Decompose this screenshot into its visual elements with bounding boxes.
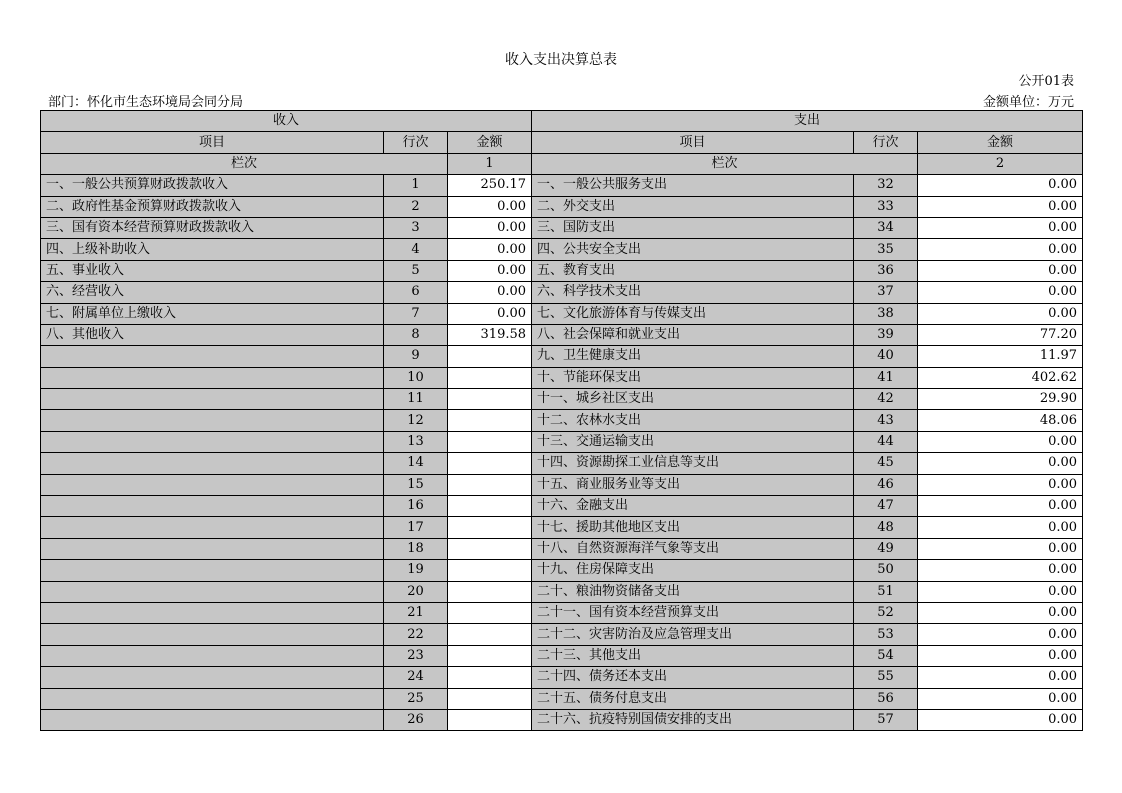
expense-rowno-cell: 33 (854, 196, 918, 217)
income-item-cell: 一、一般公共预算财政拨款收入 (41, 175, 384, 196)
income-amount-cell (448, 389, 532, 410)
income-rowno-cell: 8 (384, 324, 448, 345)
income-item-cell (41, 688, 384, 709)
table-row (41, 667, 1083, 688)
expense-amount-cell: 0.00 (918, 217, 1083, 238)
expense-amount-cell: 0.00 (918, 602, 1083, 623)
form-number: 公开01表 (1018, 74, 1074, 89)
expense-rowno-cell: 39 (854, 324, 918, 345)
income-item-cell (41, 624, 384, 645)
expense-item-cell: 四、公共安全支出 (532, 239, 854, 260)
income-item-cell: 八、其他收入 (41, 324, 384, 345)
expense-amount-cell: 0.00 (918, 581, 1083, 602)
expense-rowno-cell: 56 (854, 688, 918, 709)
expense-amount-cell: 0.00 (918, 282, 1083, 303)
expense-amount-cell: 0.00 (918, 645, 1083, 666)
expense-item-cell: 六、科学技术支出 (532, 282, 854, 303)
expense-amount-cell: 0.00 (918, 303, 1083, 324)
income-amount-cell: 0.00 (448, 239, 532, 260)
table-row (41, 324, 1083, 345)
income-rowno-cell: 21 (384, 602, 448, 623)
table-body (41, 175, 1083, 731)
income-amount-cell (448, 645, 532, 666)
income-item-header: 项目 (41, 132, 384, 153)
expense-item-cell: 五、教育支出 (532, 260, 854, 281)
expense-amount-cell: 0.00 (918, 496, 1083, 517)
expense-item-cell: 十三、交通运输支出 (532, 431, 854, 452)
income-rowno-cell: 10 (384, 367, 448, 388)
income-rowno-cell: 22 (384, 624, 448, 645)
expense-rowno-cell: 35 (854, 239, 918, 260)
income-amount-cell: 0.00 (448, 282, 532, 303)
expense-item-cell: 十七、援助其他地区支出 (532, 517, 854, 538)
income-item-cell (41, 538, 384, 559)
income-item-cell (41, 560, 384, 581)
table-row (41, 217, 1083, 238)
expense-amount-cell: 0.00 (918, 453, 1083, 474)
income-amount-cell: 0.00 (448, 217, 532, 238)
expense-section-header: 支出 (532, 111, 1083, 132)
expense-amount-header: 金额 (918, 132, 1083, 153)
expense-rowno-cell: 43 (854, 410, 918, 431)
income-rowno-cell: 13 (384, 431, 448, 452)
income-item-cell (41, 645, 384, 666)
income-amount-cell (448, 431, 532, 452)
table-row (41, 688, 1083, 709)
income-rowno-cell: 6 (384, 282, 448, 303)
expense-item-cell: 十二、农林水支出 (532, 410, 854, 431)
income-item-cell (41, 581, 384, 602)
expense-rowno-cell: 49 (854, 538, 918, 559)
income-rowno-cell: 7 (384, 303, 448, 324)
expense-rowno-cell: 37 (854, 282, 918, 303)
income-item-cell (41, 453, 384, 474)
table-row (41, 581, 1083, 602)
income-section-header: 收入 (41, 111, 532, 132)
expense-item-cell: 三、国防支出 (532, 217, 854, 238)
income-rowno-cell: 14 (384, 453, 448, 474)
header-row-columns (41, 132, 1083, 153)
income-item-cell (41, 667, 384, 688)
table-row (41, 709, 1083, 730)
page-title: 收入支出决算总表 (505, 52, 617, 68)
expense-rowno-cell: 42 (854, 389, 918, 410)
expense-item-cell: 二十五、债务付息支出 (532, 688, 854, 709)
income-amount-cell (448, 624, 532, 645)
table-row (41, 602, 1083, 623)
income-item-cell: 四、上级补助收入 (41, 239, 384, 260)
expense-rowno-header: 行次 (854, 132, 918, 153)
expense-rowno-cell: 32 (854, 175, 918, 196)
income-rowno-cell: 16 (384, 496, 448, 517)
table-row (41, 260, 1083, 281)
income-amount-cell (448, 346, 532, 367)
expense-rowno-cell: 45 (854, 453, 918, 474)
header-row-col-index (41, 153, 1083, 174)
expense-rowno-cell: 50 (854, 560, 918, 581)
table-row (41, 645, 1083, 666)
income-rowno-cell: 2 (384, 196, 448, 217)
expense-amount-cell: 0.00 (918, 474, 1083, 495)
expense-item-cell: 二十六、抗疫特别国债安排的支出 (532, 709, 854, 730)
income-rowno-cell: 25 (384, 688, 448, 709)
expense-amount-cell: 29.90 (918, 389, 1083, 410)
expense-item-cell: 十九、住房保障支出 (532, 560, 854, 581)
expense-item-cell: 十、节能环保支出 (532, 367, 854, 388)
income-item-cell (41, 389, 384, 410)
income-item-cell (41, 602, 384, 623)
expense-amount-cell: 0.00 (918, 517, 1083, 538)
income-rowno-cell: 26 (384, 709, 448, 730)
income-item-cell: 七、附属单位上缴收入 (41, 303, 384, 324)
expense-amount-cell: 0.00 (918, 239, 1083, 260)
expense-amount-cell: 77.20 (918, 324, 1083, 345)
income-amount-cell (448, 474, 532, 495)
expense-col-label: 栏次 (532, 153, 918, 174)
expense-rowno-cell: 40 (854, 346, 918, 367)
income-rowno-cell: 24 (384, 667, 448, 688)
table-row (41, 517, 1083, 538)
income-rowno-cell: 4 (384, 239, 448, 260)
income-item-cell (41, 496, 384, 517)
expense-item-cell: 九、卫生健康支出 (532, 346, 854, 367)
expense-rowno-cell: 51 (854, 581, 918, 602)
table-row (41, 367, 1083, 388)
expense-item-cell: 二十、粮油物资储备支出 (532, 581, 854, 602)
income-amount-cell (448, 496, 532, 517)
income-amount-cell: 0.00 (448, 303, 532, 324)
income-amount-cell (448, 560, 532, 581)
expense-item-cell: 一、一般公共服务支出 (532, 175, 854, 196)
income-amount-cell (448, 538, 532, 559)
expense-rowno-cell: 48 (854, 517, 918, 538)
expense-amount-cell: 0.00 (918, 175, 1083, 196)
table-row (41, 538, 1083, 559)
income-item-cell: 三、国有资本经营预算财政拨款收入 (41, 217, 384, 238)
income-rowno-cell: 12 (384, 410, 448, 431)
income-item-cell (41, 346, 384, 367)
income-rowno-cell: 20 (384, 581, 448, 602)
income-item-cell (41, 474, 384, 495)
expense-amount-cell: 48.06 (918, 410, 1083, 431)
income-item-cell: 二、政府性基金预算财政拨款收入 (41, 196, 384, 217)
expense-amount-cell: 0.00 (918, 624, 1083, 645)
table-row (41, 431, 1083, 452)
table-row (41, 496, 1083, 517)
expense-amount-cell: 0.00 (918, 260, 1083, 281)
income-rowno-cell: 17 (384, 517, 448, 538)
expense-item-cell: 二、外交支出 (532, 196, 854, 217)
expense-item-cell: 十五、商业服务业等支出 (532, 474, 854, 495)
table-row (41, 282, 1083, 303)
expense-amount-cell: 0.00 (918, 667, 1083, 688)
summary-table (40, 110, 1083, 731)
income-rowno-cell: 18 (384, 538, 448, 559)
expense-item-cell: 二十三、其他支出 (532, 645, 854, 666)
income-amount-cell (448, 602, 532, 623)
table-row (41, 560, 1083, 581)
expense-rowno-cell: 34 (854, 217, 918, 238)
income-rowno-cell: 23 (384, 645, 448, 666)
expense-rowno-cell: 57 (854, 709, 918, 730)
income-amount-cell: 0.00 (448, 196, 532, 217)
expense-amount-cell: 402.62 (918, 367, 1083, 388)
table-row (41, 389, 1083, 410)
income-item-cell (41, 709, 384, 730)
expense-amount-cell: 11.97 (918, 346, 1083, 367)
expense-item-cell: 二十二、灾害防治及应急管理支出 (532, 624, 854, 645)
expense-rowno-cell: 47 (854, 496, 918, 517)
income-rowno-cell: 1 (384, 175, 448, 196)
income-item-cell: 五、事业收入 (41, 260, 384, 281)
income-amount-cell: 250.17 (448, 175, 532, 196)
income-rowno-cell: 19 (384, 560, 448, 581)
income-amount-cell: 319.58 (448, 324, 532, 345)
header-row-sections (41, 111, 1083, 132)
table-row (41, 303, 1083, 324)
expense-col-index: 2 (918, 153, 1083, 174)
expense-amount-cell: 0.00 (918, 538, 1083, 559)
expense-rowno-cell: 44 (854, 431, 918, 452)
income-item-cell (41, 367, 384, 388)
income-item-cell: 六、经营收入 (41, 282, 384, 303)
expense-item-cell: 十四、资源勘探工业信息等支出 (532, 453, 854, 474)
income-amount-cell (448, 709, 532, 730)
unit-label: 金额单位：万元 (982, 95, 1074, 110)
expense-rowno-cell: 53 (854, 624, 918, 645)
expense-item-cell: 八、社会保障和就业支出 (532, 324, 854, 345)
income-amount-cell (448, 453, 532, 474)
expense-amount-cell: 0.00 (918, 196, 1083, 217)
expense-item-cell: 七、文化旅游体育与传媒支出 (532, 303, 854, 324)
expense-item-cell: 十八、自然资源海洋气象等支出 (532, 538, 854, 559)
income-amount-cell (448, 581, 532, 602)
table-row (41, 346, 1083, 367)
income-amount-cell (448, 410, 532, 431)
expense-amount-cell: 0.00 (918, 709, 1083, 730)
table-row (41, 474, 1083, 495)
income-col-label: 栏次 (41, 153, 448, 174)
expense-rowno-cell: 36 (854, 260, 918, 281)
expense-rowno-cell: 38 (854, 303, 918, 324)
income-rowno-cell: 11 (384, 389, 448, 410)
table-row (41, 196, 1083, 217)
expense-amount-cell: 0.00 (918, 560, 1083, 581)
table-row (41, 624, 1083, 645)
department-label: 部门：怀化市生态环境局会同分局 (48, 95, 244, 110)
income-amount-cell: 0.00 (448, 260, 532, 281)
expense-item-cell: 十六、金融支出 (532, 496, 854, 517)
income-amount-cell (448, 688, 532, 709)
expense-amount-cell: 0.00 (918, 431, 1083, 452)
expense-rowno-cell: 41 (854, 367, 918, 388)
expense-rowno-cell: 54 (854, 645, 918, 666)
expense-item-header: 项目 (532, 132, 854, 153)
table-row (41, 453, 1083, 474)
table-row (41, 175, 1083, 196)
income-item-cell (41, 410, 384, 431)
income-item-cell (41, 431, 384, 452)
income-amount-cell (448, 667, 532, 688)
income-rowno-cell: 15 (384, 474, 448, 495)
expense-rowno-cell: 52 (854, 602, 918, 623)
income-amount-cell (448, 367, 532, 388)
income-col-index: 1 (448, 153, 532, 174)
expense-item-cell: 二十一、国有资本经营预算支出 (532, 602, 854, 623)
income-rowno-header: 行次 (384, 132, 448, 153)
income-item-cell (41, 517, 384, 538)
income-rowno-cell: 5 (384, 260, 448, 281)
expense-amount-cell: 0.00 (918, 688, 1083, 709)
income-rowno-cell: 9 (384, 346, 448, 367)
expense-item-cell: 十一、城乡社区支出 (532, 389, 854, 410)
income-amount-cell (448, 517, 532, 538)
expense-item-cell: 二十四、债务还本支出 (532, 667, 854, 688)
expense-rowno-cell: 46 (854, 474, 918, 495)
table-row (41, 410, 1083, 431)
income-amount-header: 金额 (448, 132, 532, 153)
expense-rowno-cell: 55 (854, 667, 918, 688)
table-row (41, 239, 1083, 260)
income-rowno-cell: 3 (384, 217, 448, 238)
